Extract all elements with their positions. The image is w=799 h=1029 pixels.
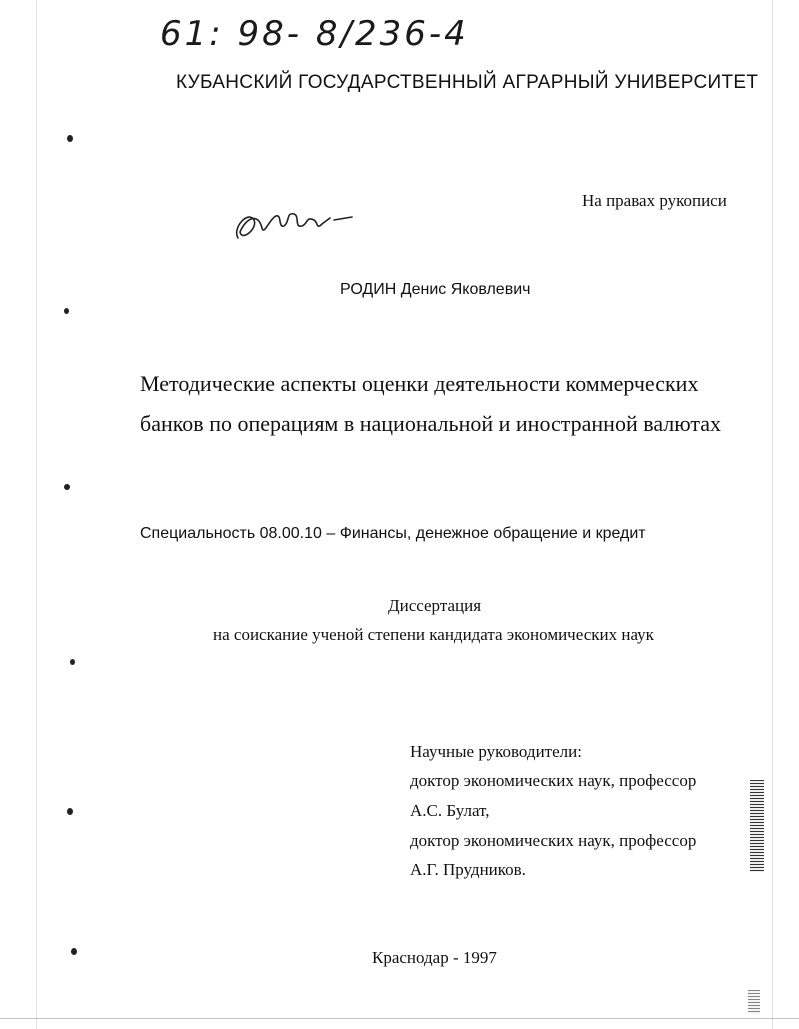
rights-note: На правах рукописи <box>582 191 727 210</box>
scan-edge-left <box>36 0 37 1029</box>
supervisor-2-name: А.Г. Прудников. <box>410 860 526 879</box>
scan-marker-bar <box>750 780 764 872</box>
author-name: РОДИН Денис Яковлевич <box>340 281 531 298</box>
scan-speck <box>70 659 75 665</box>
city-year: Краснодар - 1997 <box>372 948 497 967</box>
title-line-1: Методические аспекты оценки деятельности коммерческих <box>140 371 699 396</box>
dissertation-purpose: на соискание ученой степени кандидата экономических наук <box>213 625 654 644</box>
scan-speck <box>64 308 69 314</box>
scan-speck <box>64 484 70 490</box>
scan-edge-bottom <box>0 1018 799 1019</box>
scan-speck <box>67 135 73 142</box>
supervisor-1-name: А.С. Булат, <box>410 801 490 820</box>
university-name: КУБАНСКИЙ ГОСУДАРСТВЕННЫЙ АГРАРНЫЙ УНИВЕРСИТЕТ <box>176 72 759 93</box>
scan-speck <box>71 948 77 955</box>
dissertation-label: Диссертация <box>388 596 482 615</box>
archive-code: 61: 98- 8/236-4 <box>160 14 469 54</box>
title-line-2: банков по операциям в национальной и иностранной валютах <box>140 411 722 436</box>
scan-speck <box>67 808 73 815</box>
author-signature <box>228 198 358 248</box>
specialty: Специальность 08.00.10 – Финансы, денежное обращение и кредит <box>140 525 646 542</box>
supervisors-heading: Научные руководители: <box>410 742 582 761</box>
scan-marker-bar <box>748 990 760 1014</box>
supervisor-1-degree: доктор экономических наук, профессор <box>410 771 697 790</box>
scan-edge-right <box>772 0 773 1029</box>
supervisor-2-degree: доктор экономических наук, профессор <box>410 831 697 850</box>
